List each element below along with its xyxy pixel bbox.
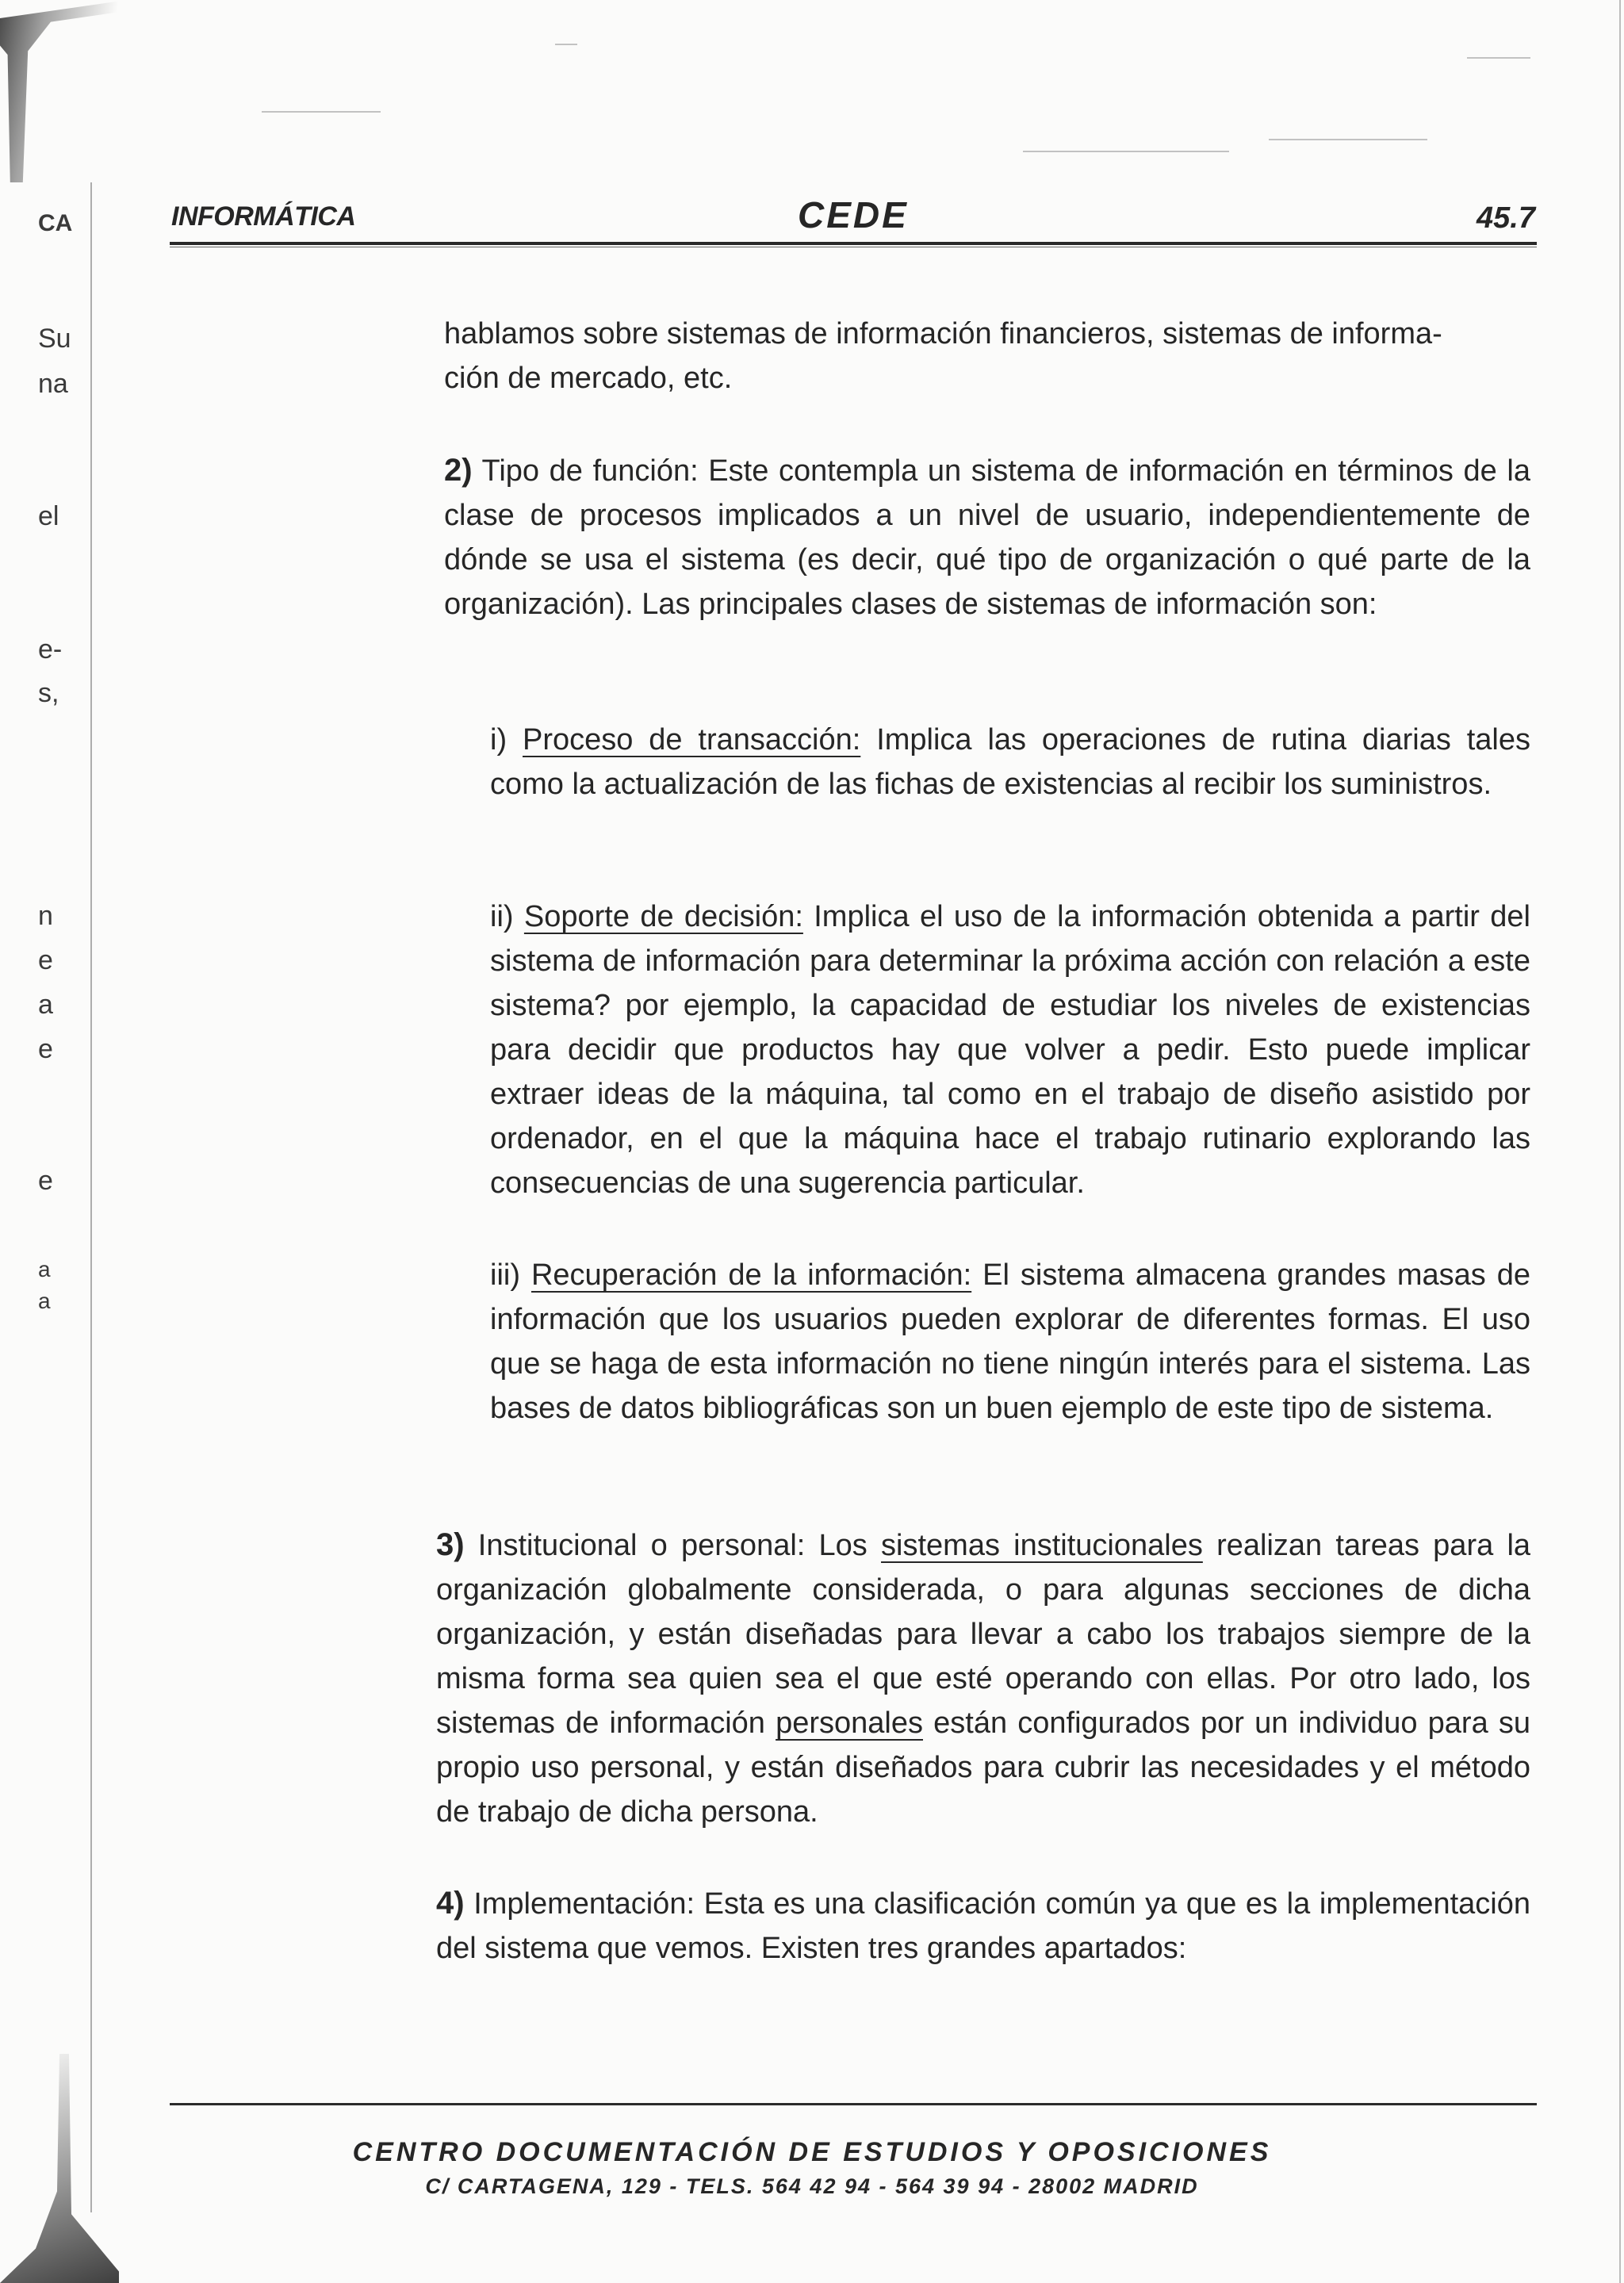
underlined-term: personales <box>776 1707 923 1740</box>
footer-rule <box>170 2103 1537 2105</box>
intro-paragraph <box>444 312 1530 400</box>
margin-fragment: a <box>38 1289 51 1313</box>
item-text: Implica las operaciones de rutina diarias tales como la actualización de las fichas de existencias al recibir los suministros. <box>490 723 1530 801</box>
item-title: Recuperación de la información: <box>530 1258 972 1292</box>
margin-fragment: Su <box>38 324 71 354</box>
item-text: Implica el uso de la información obtenida a partir del sistema de información para determinar la próxima acción con relación a este sistema? por ejemplo, la capacidad de estudiar los niveles de existencias para decidir que productos hay que volver a pedir. Esto puede implicar extraer ideas de la máquina, tal como en el trabajo de diseño asistido por ordenador, en el que la máquina hace el trabajo rutinario explorando las consecuencias de una sugerencia particular. <box>490 900 1530 1200</box>
section-number: 2) <box>444 453 473 488</box>
section-number: 3) <box>436 1527 465 1562</box>
margin-fragment: n <box>38 901 53 931</box>
margin-fragment: a <box>38 1257 51 1281</box>
scan-shadow-bottom <box>0 2054 119 2283</box>
section-3-paragraph <box>436 1523 1530 1834</box>
binding-edge-line <box>90 182 92 2212</box>
section-4-paragraph <box>436 1881 1530 1971</box>
margin-fragment: el <box>38 501 59 531</box>
margin-fragment: a <box>38 990 53 1020</box>
section-text: Tipo de función: Este contempla un sistema de información en términos de la clase de procesos implicados a un nivel de usuario, independientemente de dónde se usa el sistema (es decir, qué tipo de organización o qué parte de la organización). Las principales clases de sistemas de información son: <box>444 454 1531 621</box>
header-rule <box>170 242 1537 245</box>
item-prefix: i) <box>490 723 508 757</box>
item-iii-paragraph <box>490 1253 1530 1431</box>
item-ii-paragraph <box>490 894 1530 1205</box>
scan-mark <box>1023 151 1229 152</box>
scan-shadow-top <box>0 0 127 182</box>
section-number: 4) <box>436 1886 465 1921</box>
margin-fragment: e <box>38 1166 53 1196</box>
footer-organization: CENTRO DOCUMENTACIÓN DE ESTUDIOS Y OPOSICIONES <box>352 2137 1272 2167</box>
footer-address: C/ CARTAGENA, 129 - TELS. 564 42 94 - 564 39 94 - 28002 MADRID <box>425 2174 1199 2198</box>
underlined-term: sistemas institucionales <box>881 1529 1203 1562</box>
margin-fragment: e- <box>38 634 63 665</box>
item-prefix: ii) <box>490 900 514 933</box>
section-text: Institucional o personal: Los <box>477 1529 868 1562</box>
intro-line: hablamos sobre sistemas de información financieros, sistemas de informa- <box>444 317 1442 350</box>
margin-fragment: e <box>38 945 53 975</box>
intro-line: ción de mercado, etc. <box>444 362 733 395</box>
scan-mark <box>1269 139 1427 140</box>
section-text: están configurados por un individuo para su propio uso personal, y están diseñados para cubrir las necesidades y el método de trabajo de dicha persona. <box>436 1707 1530 1829</box>
margin-fragment: na <box>38 369 68 399</box>
item-text: El sistema almacena grandes masas de información que los usuarios pueden explorar de diferentes formas. El uso que se haga de esta información no tiene ningún interés para el sistema. Las bases de datos bibliográficas son un buen ejemplo de este tipo de sistema. <box>490 1258 1531 1425</box>
page-edge-line <box>1619 0 1621 2283</box>
margin-fragment: e <box>38 1034 53 1064</box>
item-title: Soporte de decisión: <box>523 900 803 933</box>
margin-fragment: s, <box>38 678 59 708</box>
header-subject: INFORMÁTICA <box>171 201 356 232</box>
header-logo: CEDE <box>798 194 909 236</box>
section-2-paragraph <box>444 448 1530 626</box>
scan-mark <box>555 44 577 45</box>
section-text: realizan tareas para la organización globalmente considerada, o para algunas secciones de dicha organización, y están diseñadas para llevar a cabo los trabajos siempre de la misma forma sea quien sea el que esté operando con ellas. Por otro lado, los sistemas de información <box>436 1529 1531 1740</box>
scan-mark <box>262 111 381 113</box>
margin-fragment: CA <box>38 210 73 236</box>
page-header <box>171 194 1535 246</box>
item-prefix: iii) <box>490 1258 520 1292</box>
scan-mark <box>1467 57 1530 59</box>
section-text: Implementación: Esta es una clasificación común ya que es la implementación del sistema que vemos. Existen tres grandes apartados: <box>436 1887 1531 1965</box>
item-i-paragraph <box>490 718 1530 806</box>
item-title: Proceso de transacción: <box>523 723 861 757</box>
page-number: 45.7 <box>1477 201 1535 235</box>
